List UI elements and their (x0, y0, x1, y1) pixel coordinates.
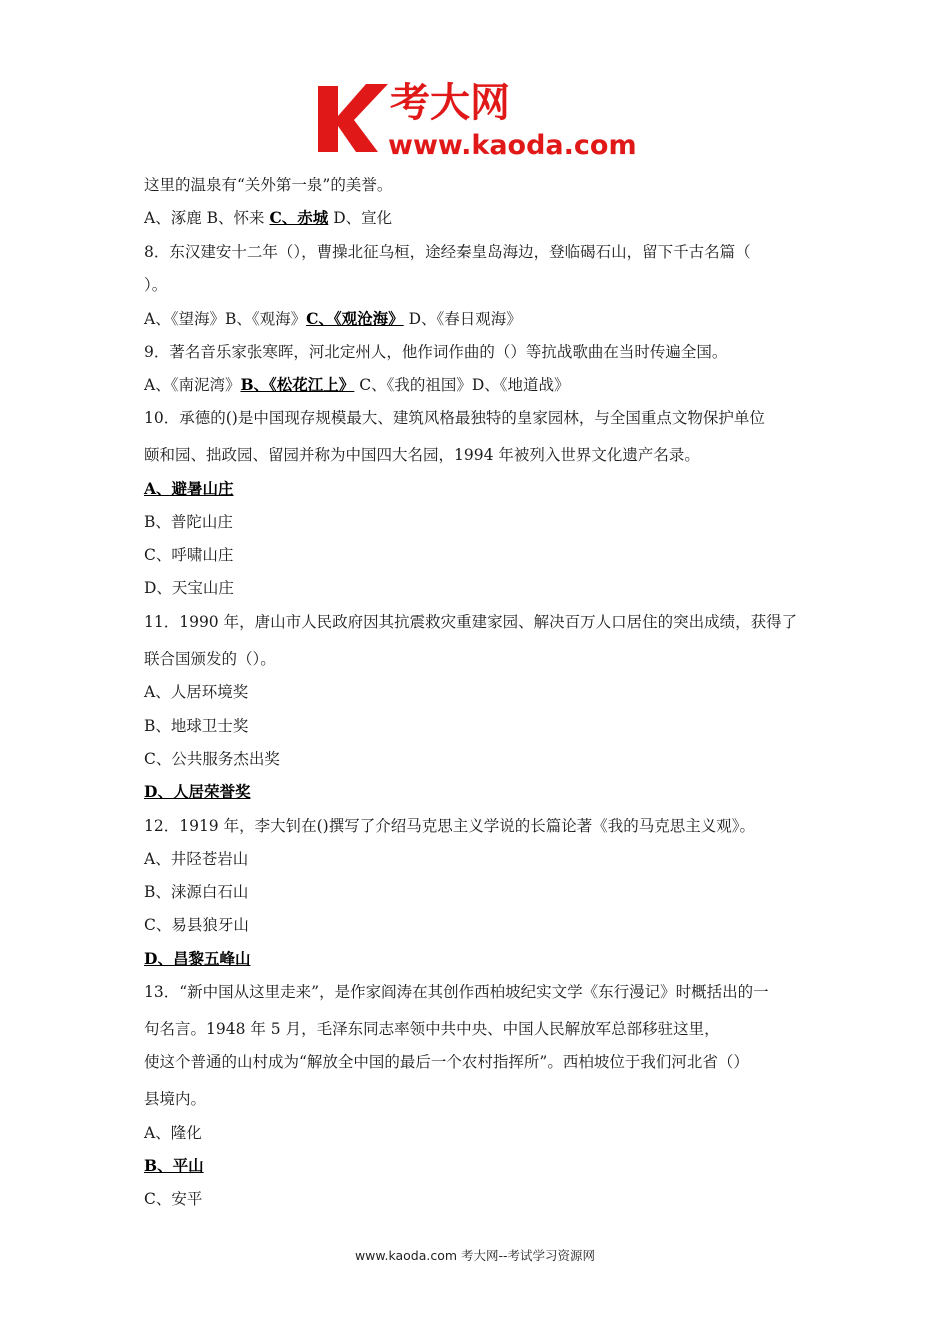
options-line (144, 374, 570, 396)
logo-title: 考大网 (390, 80, 510, 126)
option-text: D、宣化 (328, 209, 393, 227)
option-text: A、《南泥湾》 (144, 376, 241, 394)
options-line (144, 308, 522, 330)
correct-answer: C、《观沧海》 (306, 309, 404, 328)
text-line: 句名言。1948 年 5 月，毛泽东同志率领中共中央、中国人民解放军总部移驻这里， (144, 1020, 720, 1038)
options-line (144, 207, 392, 229)
option-line: B、普陀山庄 (144, 513, 233, 531)
option-line: B、涞源白石山 (144, 883, 249, 901)
correct-answer: A、避暑山庄 (144, 479, 234, 498)
page-footer: www.kaoda.com 考大网--考试学习资源网 (354, 1248, 596, 1263)
text-line: 这里的温泉有“关外第一泉”的美誉。 (144, 176, 393, 194)
question-12: 12．1919 年，李大钊在()撰写了介绍马克思主义学说的长篇论著《我的马克思主义观》。 (144, 817, 755, 835)
text-line: ）。 (144, 276, 168, 294)
option-line: C、易县狼牙山 (144, 916, 249, 934)
option-line: C、安平 (144, 1190, 203, 1208)
correct-answer: B、平山 (144, 1156, 204, 1175)
text-line: 联合国颁发的（）。 (144, 650, 276, 668)
question-10: 10．承德的()是中国现存规模最大、建筑风格最独特的皇家园林，与全国重点文物保护单位 (144, 409, 765, 427)
correct-answer: C、赤城 (269, 208, 329, 227)
correct-answer: D、昌黎五峰山 (144, 949, 251, 968)
option-text: A、《望海》B、《观海》 (144, 310, 307, 328)
option-text: C、《我的祖国》D、《地道战》 (354, 376, 570, 394)
question-11: 11．1990 年，唐山市人民政府因其抗震救灾重建家园、解决百万人口居住的突出成绩，获得了 (144, 613, 798, 631)
option-line: A、井陉苍岩山 (144, 850, 249, 868)
option-text: A、涿鹿 B、怀来 (144, 209, 270, 227)
option-line: B、地球卫士奖 (144, 717, 249, 735)
correct-answer: D、人居荣誉奖 (144, 782, 251, 801)
option-line: C、呼啸山庄 (144, 546, 234, 564)
text-line: 颐和园、拙政园、留园并称为中国四大名园，1994 年被列入世界文化遗产名录。 (144, 446, 700, 464)
kaoda-logo (318, 76, 638, 162)
question-13: 13．“新中国从这里走来”，是作家阎涛在其创作西柏坡纪实文学《东行漫记》时概括出的一 (144, 983, 769, 1001)
correct-answer: B、《松花江上》 (240, 375, 355, 394)
text-line: 使这个普通的山村成为“解放全中国的最后一个农村指挥所”。西柏坡位于我们河北省（） (144, 1053, 749, 1071)
option-line: C、公共服务杰出奖 (144, 750, 280, 768)
option-line: A、人居环境奖 (144, 683, 249, 701)
logo-url: www.kaoda.com (388, 130, 637, 161)
question-9: 9．著名音乐家张寒晖，河北定州人，他作词作曲的（）等抗战歌曲在当时传遍全国。 (144, 343, 728, 361)
kaoda-k-logo-icon (318, 76, 638, 162)
text-line: 县境内。 (144, 1090, 207, 1108)
option-text: D、《春日观海》 (403, 310, 522, 328)
question-8: 8．东汉建安十二年（），曹操北征乌桓，途经秦皇岛海边，登临碣石山，留下千古名篇（ (144, 243, 751, 261)
option-line: D、天宝山庄 (144, 579, 234, 597)
option-line: A、隆化 (144, 1124, 202, 1142)
